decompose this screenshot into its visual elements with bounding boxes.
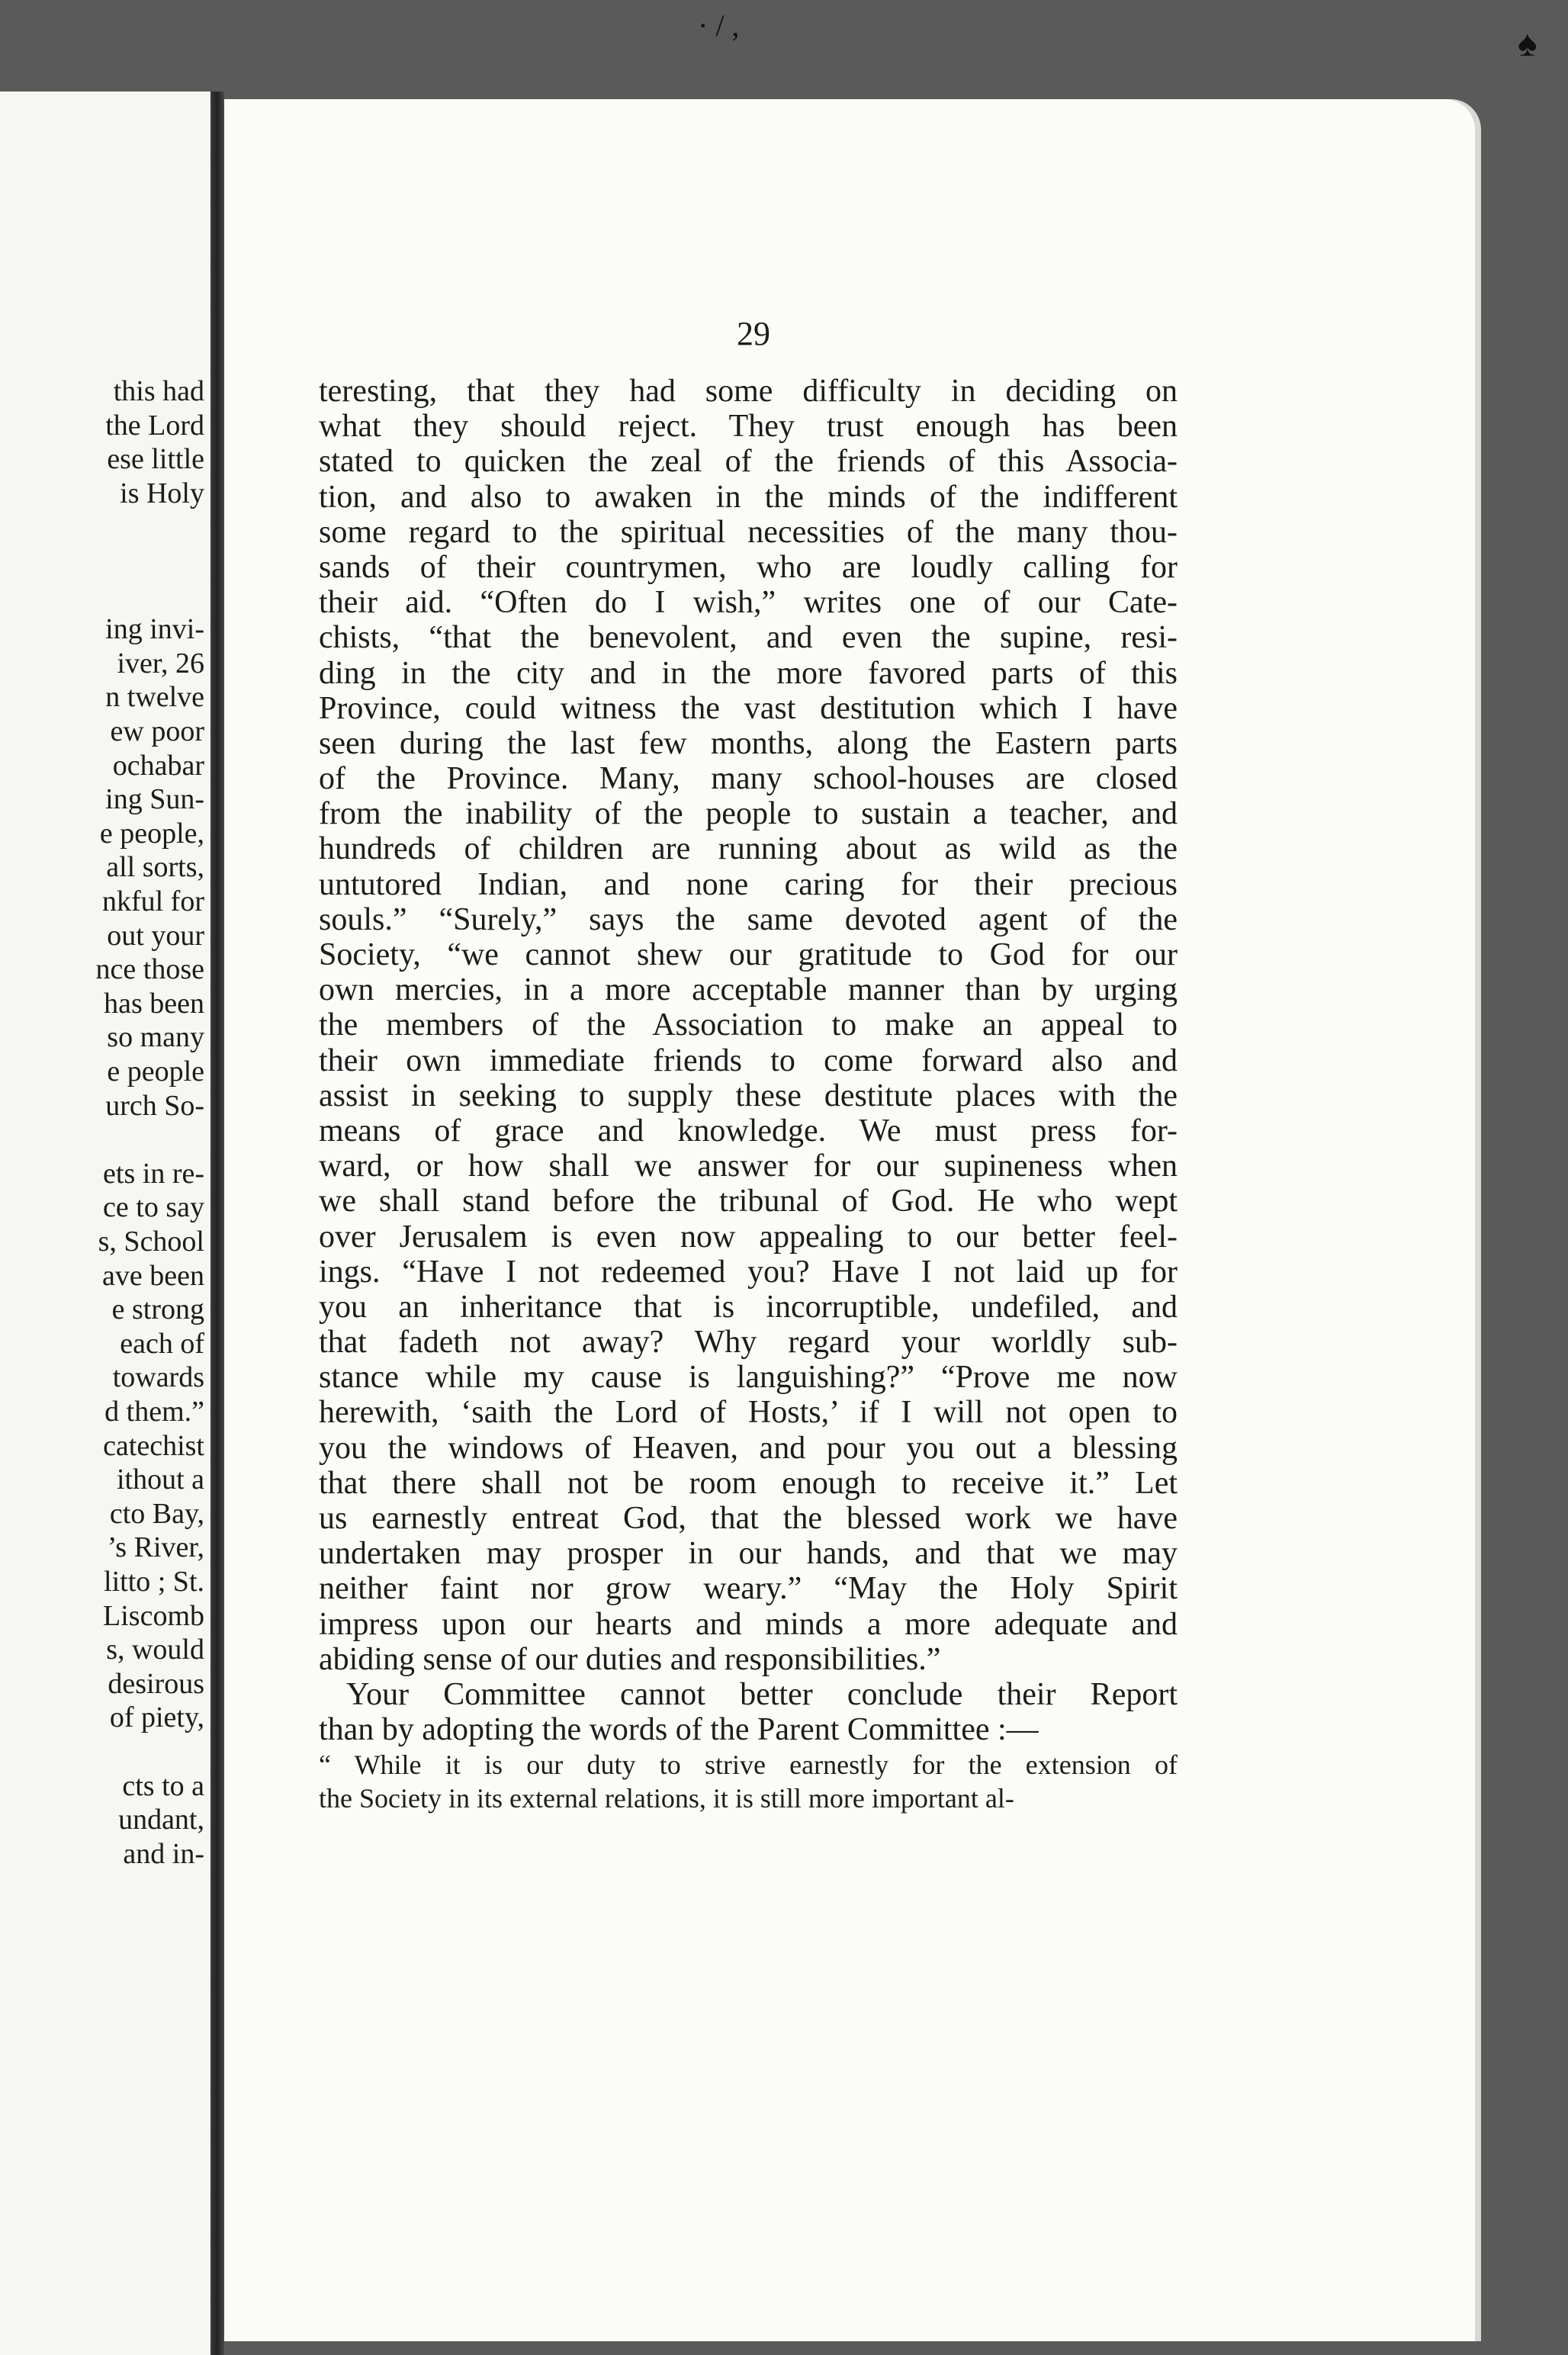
left-page-line: each of xyxy=(120,1327,204,1360)
left-page-line: ochabar xyxy=(112,749,204,782)
quote-line: the Society in its external relations, it is still more important al- xyxy=(319,1783,1014,1814)
body-line: teresting, that they had some difficulty in deciding on xyxy=(319,374,1178,409)
left-page-line: has been xyxy=(104,987,204,1020)
body-line: means of grace and knowledge. We must press for- xyxy=(319,1113,1178,1149)
body-text xyxy=(319,374,1178,1814)
left-page-line: s, would xyxy=(106,1634,204,1666)
body-line: ding in the city and in the more favored parts of this xyxy=(319,655,1178,691)
body-line: own mercies, in a more acceptable manner than by urging xyxy=(319,972,1178,1008)
left-page-line: e people, xyxy=(99,817,204,850)
corner-stamp-mark: ♠ xyxy=(1518,24,1537,64)
left-page-line: Liscomb xyxy=(103,1599,204,1632)
left-page-line: cto Bay, xyxy=(109,1497,204,1530)
body-line: Society, “we cannot shew our gratitude to God for our xyxy=(319,937,1178,972)
left-page-line: ing invi- xyxy=(105,613,204,646)
left-page-line: e strong xyxy=(111,1293,204,1326)
body-line: from the inability of the people to sustain a teacher, and xyxy=(319,796,1178,832)
body-line: the members of the Association to make an appeal to xyxy=(319,1007,1178,1043)
quote-paragraph xyxy=(319,1747,1178,1814)
body-line: that fadeth not away? Why regard your worldly sub- xyxy=(319,1325,1178,1361)
left-page-line: n twelve xyxy=(105,681,204,714)
left-page-line: urch So- xyxy=(105,1089,204,1122)
body-line: Your Committee cannot better conclude their Report xyxy=(346,1676,1178,1712)
left-page-line: this had xyxy=(113,375,204,407)
body-line: abiding sense of our duties and responsibilities.” xyxy=(319,1641,941,1677)
left-page-line: ew poor xyxy=(110,715,204,747)
body-line: stance while my cause is languishing?” “Prove me now xyxy=(319,1360,1178,1396)
left-page-line: nce those xyxy=(95,953,204,986)
top-margin-mark: · / , xyxy=(698,8,740,43)
body-line: of the Province. Many, many school-houses are closed xyxy=(319,761,1178,797)
body-line: hundreds of children are running about as wild as the xyxy=(319,831,1178,867)
left-page-line: so many xyxy=(107,1021,204,1054)
left-page-line: cts to a xyxy=(122,1769,204,1802)
body-line: you an inheritance that is incorruptible, undefiled, and xyxy=(319,1289,1178,1325)
body-line: us earnestly entreat God, that the blessed work we have xyxy=(319,1501,1178,1536)
left-page-line: ce to say xyxy=(103,1191,204,1224)
body-line: their own immediate friends to come forward also and xyxy=(319,1043,1178,1078)
left-page-line: out your xyxy=(107,919,204,952)
body-line: chists, “that the benevolent, and even the supine, resi- xyxy=(319,620,1178,656)
body-line: souls.” “Surely,” says the same devoted agent of the xyxy=(319,901,1178,937)
page-number: 29 xyxy=(737,315,770,352)
body-line: sands of their countrymen, who are loudly calling for xyxy=(319,549,1178,585)
left-page-line: s, School xyxy=(98,1226,204,1258)
left-page-line: desirous xyxy=(108,1667,204,1700)
left-page-line: is Holy xyxy=(120,477,204,509)
left-page-line: iver, 26 xyxy=(117,647,204,680)
left-page-line: of piety, xyxy=(109,1701,204,1734)
left-page-line: ave been xyxy=(102,1259,204,1292)
body-line: neither faint nor grow weary.” “May the Holy Spirit xyxy=(319,1571,1178,1607)
body-line: seen during the last few months, along the Eastern parts xyxy=(319,725,1178,761)
body-line: what they should reject. They trust enough has been xyxy=(319,409,1178,445)
left-page-line: ’s River, xyxy=(107,1531,204,1564)
body-line: their aid. “Often do I wish,” writes one of our Cate- xyxy=(319,585,1178,621)
left-page-line: d them.” xyxy=(104,1396,204,1428)
left-page-line: ithout a xyxy=(116,1463,204,1496)
body-line: over Jerusalem is even now appealing to our better feel- xyxy=(319,1219,1178,1255)
left-page xyxy=(0,92,210,2355)
left-page-line: undant, xyxy=(118,1804,204,1836)
body-line: than by adopting the words of the Parent Committee :— xyxy=(319,1712,1039,1748)
quote-line: “ While it is our duty to strive earnestly for the extension of xyxy=(319,1749,1178,1781)
body-line: ings. “Have I not redeemed you? Have I not laid up for xyxy=(319,1254,1178,1290)
left-page-line: e people xyxy=(107,1055,204,1088)
body-line: ward, or how shall we answer for our supineness when xyxy=(319,1149,1178,1184)
body-line: stated to quicken the zeal of the friends of this Associa- xyxy=(319,444,1178,480)
body-line: impress upon our hearts and minds a more adequate and xyxy=(319,1606,1178,1642)
left-page-line: ing Sun- xyxy=(105,783,204,816)
body-line: undertaken may prosper in our hands, and that we may xyxy=(319,1536,1178,1572)
book-gutter xyxy=(210,92,224,2355)
left-page-line: all sorts, xyxy=(106,851,204,884)
body-line: tion, and also to awaken in the minds of the indifferent xyxy=(319,479,1178,515)
left-page-line: catechist xyxy=(103,1429,204,1462)
body-line: assist in seeking to supply these destitute places with the xyxy=(319,1078,1178,1113)
body-line: some regard to the spiritual necessities of the many thou- xyxy=(319,514,1178,550)
body-line: you the windows of Heaven, and pour you out a blessing xyxy=(319,1430,1178,1466)
left-page-line: and in- xyxy=(123,1837,204,1870)
body-line: Province, could witness the vast destitution which I have xyxy=(319,690,1178,726)
left-page-line: towards xyxy=(112,1361,204,1394)
body-line: untutored Indian, and none caring for their precious xyxy=(319,866,1178,902)
left-page-line: nkful for xyxy=(101,885,204,917)
body-line: herewith, ‘saith the Lord of Hosts,’ if I will not open to xyxy=(319,1395,1178,1431)
left-page-line: litto ; St. xyxy=(104,1566,204,1598)
left-page-line: ese little xyxy=(107,443,204,476)
left-page-line: ets in re- xyxy=(103,1157,204,1190)
body-line: that there shall not be room enough to receive it.” Let xyxy=(319,1465,1178,1501)
left-page-line: the Lord xyxy=(105,409,204,442)
body-line: we shall stand before the tribunal of God. He who wept xyxy=(319,1184,1178,1219)
body-paragraph xyxy=(319,374,1178,1747)
